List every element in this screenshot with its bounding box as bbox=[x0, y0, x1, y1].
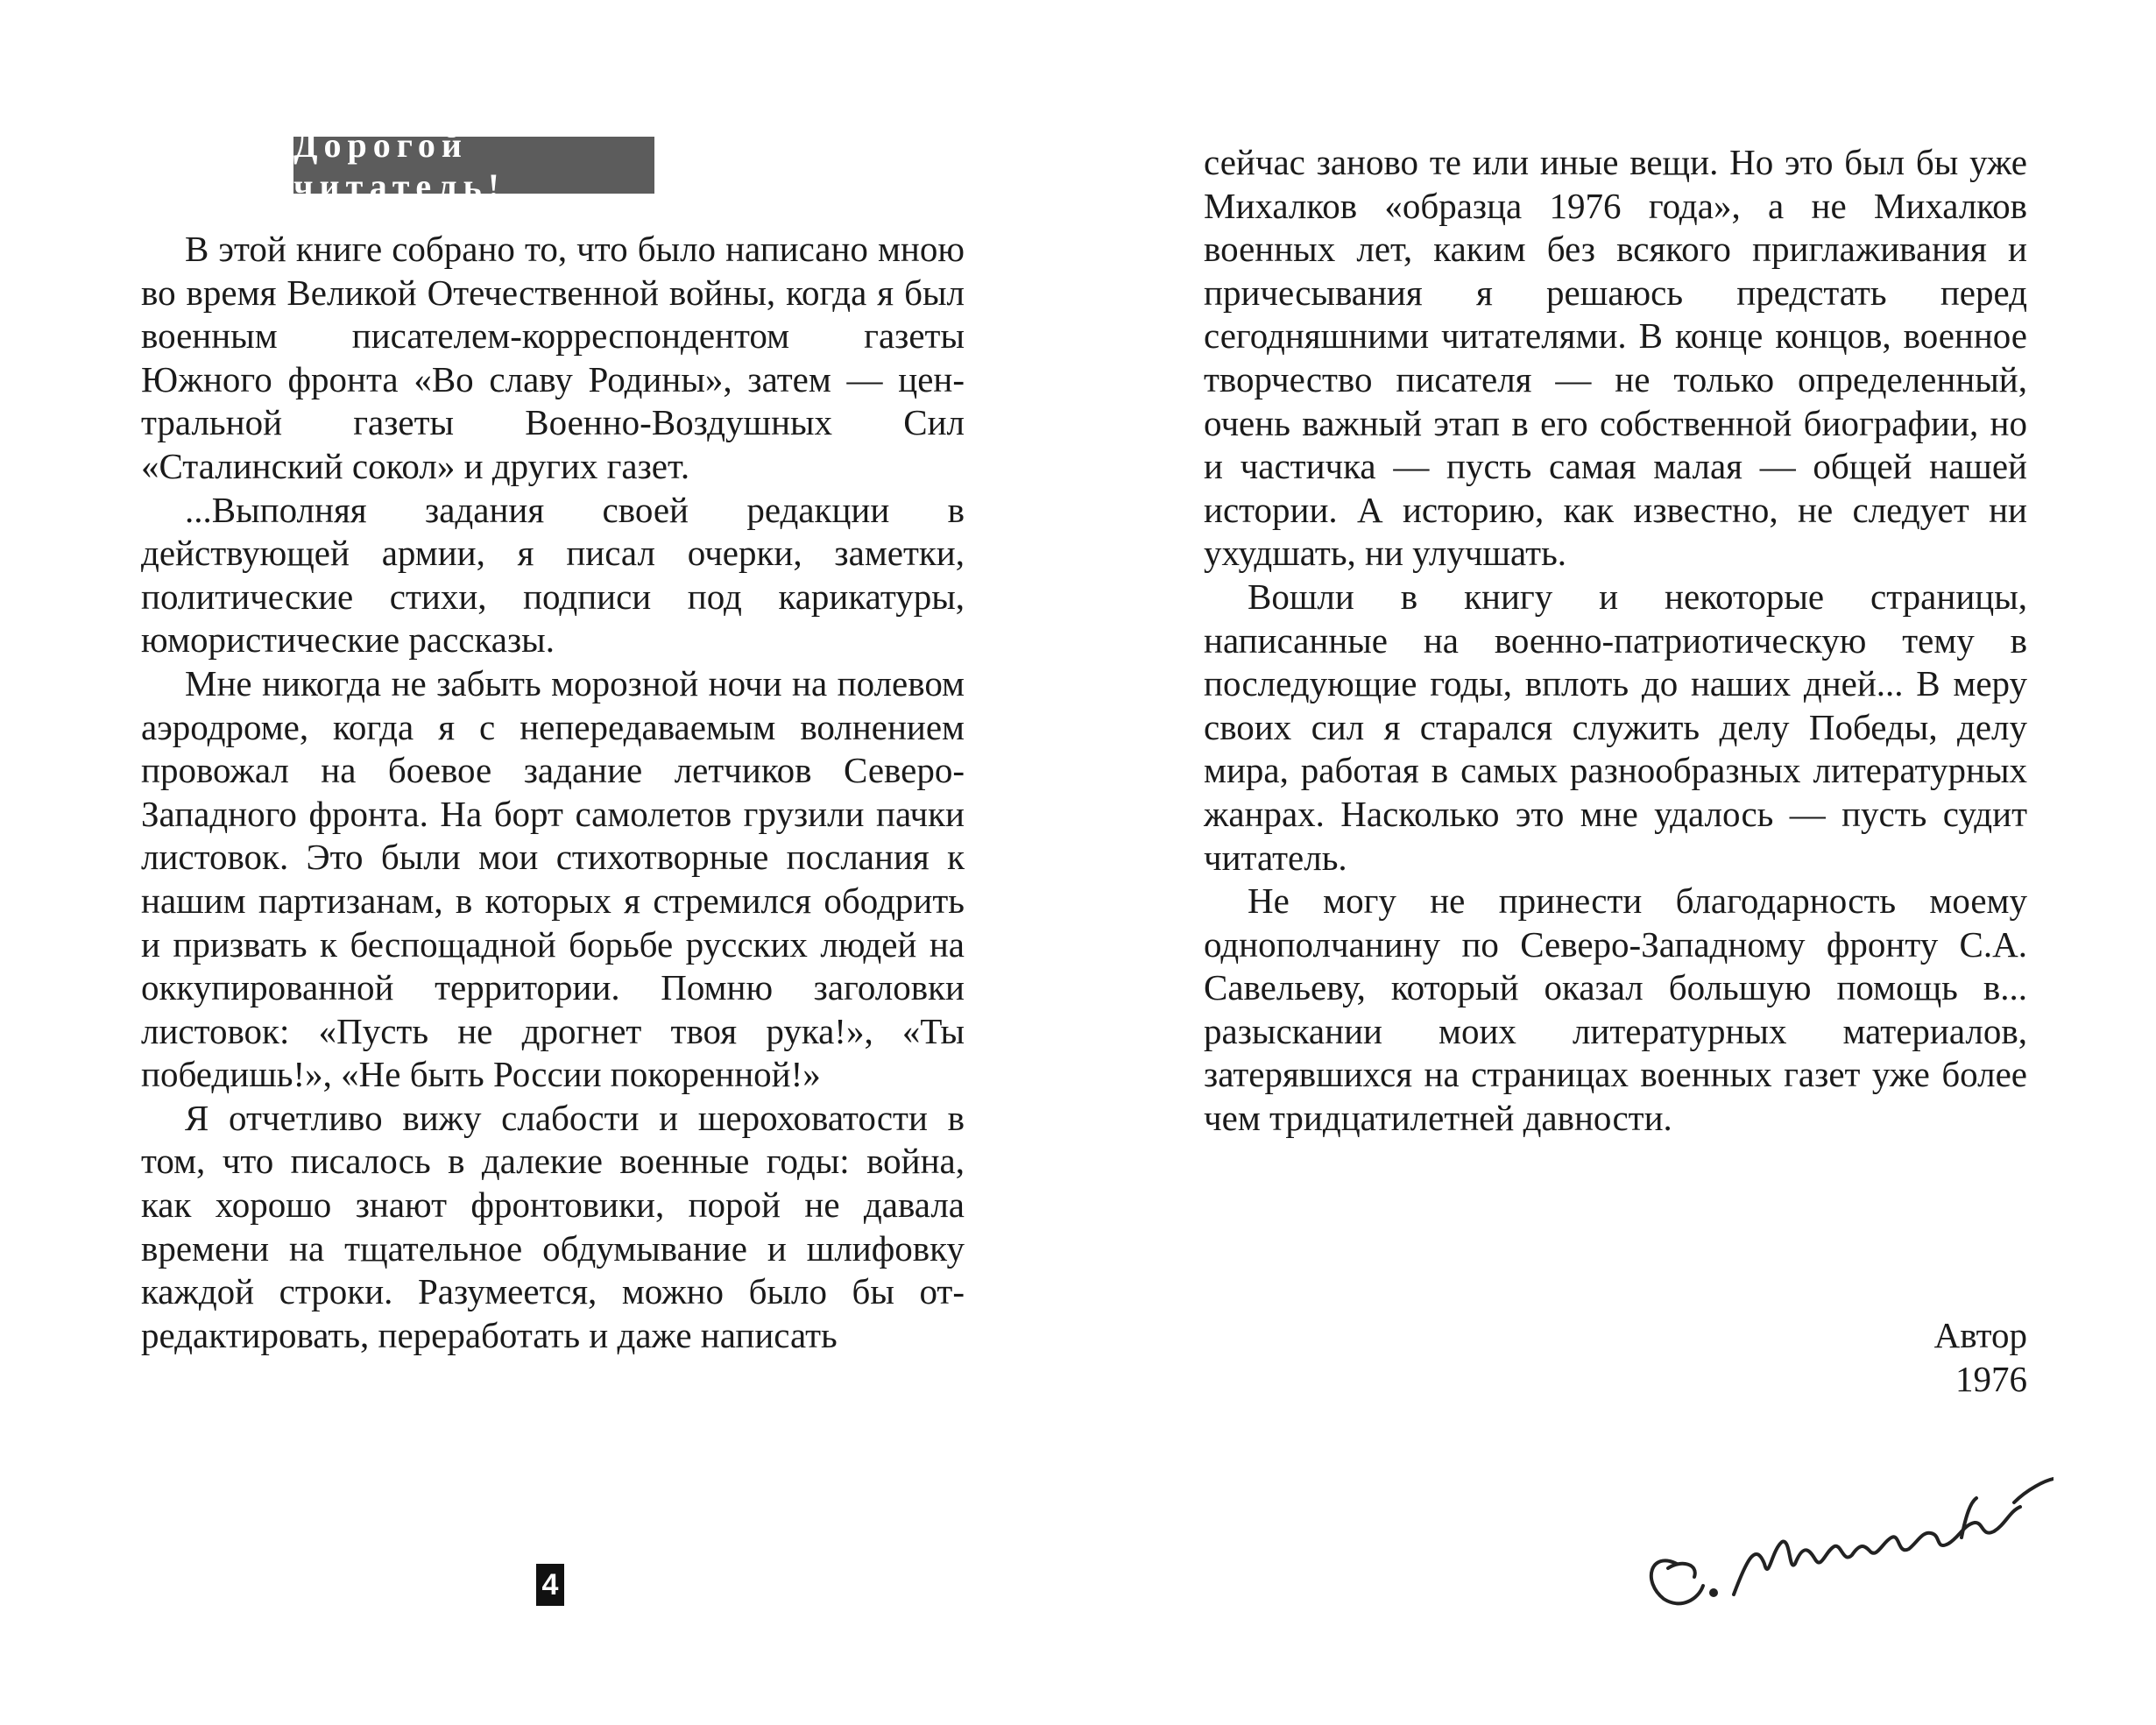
author-label: Автор bbox=[1933, 1315, 2027, 1355]
paragraph: Мне никогда не забыть морозной ночи на полевом аэродроме, когда я с непередаваемым волнением провожал на боевое задание летчиков Северо-Западного фронта. На борт самолетов грузили пачки листовок. Это были мои стихотворные послания к нашим партизанам, в которых я стремился ободрить и призвать к беспощадной борьбе русских людей на оккупированной территории. Помню заголовки листовок: «Пусть не дрогнет твоя рука!», «Ты победишь!», «Не быть России покоренной!» bbox=[141, 662, 965, 1095]
page-number: 4 bbox=[536, 1564, 564, 1606]
right-page bbox=[1204, 0, 2027, 1725]
paragraph: Я отчетливо вижу слабости и шероховатости в том, что писалось в далекие военные годы: война, как хорошо знают фронтовики, порой не давала времени на тщательное обдумывание и шлифовку каждой строки. Разумеется, можно было бы отредактировать, переработать и даже написать bbox=[141, 1097, 965, 1355]
handwritten-signature bbox=[1615, 1419, 2054, 1621]
page-title: Дорогой читатель! bbox=[293, 137, 654, 194]
left-page-text bbox=[141, 228, 965, 1357]
paragraph: В этой книге собрано то, что было написано мною во время Великой Отечественной войны, когда я был военным писателем-корреспондентом газеты Южного фронта «Во славу Родины», затем — центральной газеты Военно-Воздушных Сил «Сталинский сокол» и других газет. bbox=[141, 229, 965, 486]
paragraph: Вошли в книгу и некоторые страницы, написанные на военно-патриотическую тему в последующие годы, вплоть до наших дней... В меру своих сил я старался служить делу Победы, делу мира, работая в самых разнообразных литературных жанрах. Насколько это мне удалось — пусть судит читатель. bbox=[1204, 576, 2027, 878]
paragraph: Не могу не принести благодарность моему однополчанину по Северо-Западному фронту С.А. Савельеву, который оказал большую помощь в... разыскании моих литературных материалов, затерявшихся на страницах военных газет уже более чем тридцатилетней давности. bbox=[1204, 880, 2027, 1139]
paragraph: ...Выполняя задания своей редакции в действующей армии, я писал очерки, заметки, политические стихи, подписи под карикатуры, юмористические рассказы. bbox=[141, 489, 965, 661]
right-page-text bbox=[1204, 141, 2027, 1141]
year: 1976 bbox=[1955, 1358, 2027, 1399]
author-signoff bbox=[1764, 1314, 2027, 1401]
paragraph: сейчас заново те или иные вещи. Но это был бы уже Михалков «образца 1976 года», а не Михалков военных лет, каким без всякого приглаживания и причесывания я решаюсь предстать перед сегодняшними читателями. В конце концов, военное творчество писателя — не только определенный, очень важный этап в его собственной биографии, но и частичка — пусть самая малая — общей нашей истории. А историю, как известно, не следует ни ухудшать, ни улучшать. bbox=[1204, 142, 2027, 574]
left-page bbox=[141, 0, 965, 1725]
